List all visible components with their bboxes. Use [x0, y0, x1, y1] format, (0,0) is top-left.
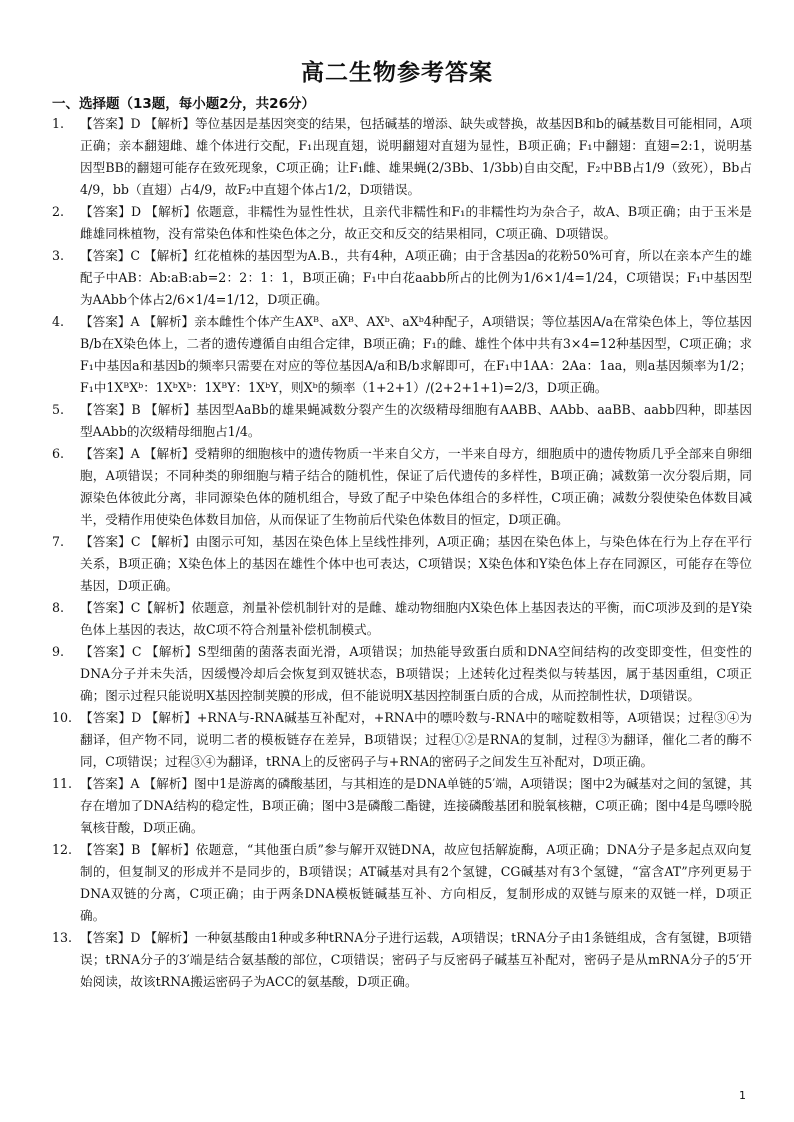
item-text: 【答案】D 【解析】等位基因是基因突变的结果，包括碱基的增添、缺失或替换，故基因B和b的碱基数目可能相同，A项正确；亲本翻翅雌、雄个体进行交配，F₁出现直翅，说明翻翅对直翅为显性，B项正确；F₁中翻翅：直翅=2:1，说明基因型BB的翻翅可能存在致死现象，C项正确；让F₁雌、雄果蝇(2/3Bb、1/3bb)自由交配，F₂中BB占1/9（致死），Bb占4/9，bb（直翅）占4/9，故F₂中直翅个体占1/2，D项错误。	[80, 116, 752, 197]
item-text: 【答案】C【解析】依题意，剂量补偿机制针对的是雌、雄动物细胞内X染色体上基因表达的平衡，而C项涉及到的是Y染色体上基因的表达，故C项不符合剂量补偿机制模式。	[80, 600, 752, 637]
item-text: 【答案】D 【解析】依题意，非糯性为显性性状，且亲代非糯性和F₁的非糯性均为杂合子，故A、B项正确；由于玉米是雌雄同株植物，没有常染色体和性染色体之分，故正交和反交的结果相同，C项正确、D项错误。	[80, 204, 752, 241]
item-text: 【答案】A 【解析】受精卵的细胞核中的遗传物质一半来自父方，一半来自母方，细胞质中的遗传物质几乎全部来自卵细胞，A项错误；不同种类的卵细胞与精子结合的随机性，保证了后代遗传的多样性，B项正确；减数第一次分裂后期，同源染色体彼此分离，非同源染色体的随机组合，导致了配子中染色体组合的多样性，C项正确；减数分裂使染色体数目减半，受精作用使染色体数目加倍，从而保证了生物前后代染色体数目的恒定，D项正确。	[80, 446, 752, 527]
item-text: 【答案】C 【解析】由图示可知，基因在染色体上呈线性排列，A项正确；基因在染色体上，与染色体在行为上存在平行关系，B项正确；X染色体上的基因在雄性个体中也可表达，C项错误；X染色体和Y染色体上存在同源区，可能存在等位基因，D项正确。	[80, 534, 752, 593]
item-number: 6.	[52, 446, 65, 461]
item-number: 11.	[52, 776, 73, 791]
item-number: 1.	[52, 116, 65, 131]
item-text: 【答案】B 【解析】依题意，“其他蛋白质”参与解开双链DNA，故应包括解旋酶，A项正确；DNA分子是多起点双向复制的，但复制叉的形成并不是同步的，B项错误；AT碱基对具有2个氢键，CG碱基对有3个氢键，“富含AT”序列更易于DNA双链的分离，C项正确；由于两条DNA模板链碱基互补、方向相反，复制形成的双链与原来的双链一样，D项正确。	[80, 842, 752, 923]
answer-item	[52, 839, 752, 927]
answer-item	[52, 245, 752, 311]
answer-item	[52, 773, 752, 839]
section-heading: 一、选择题（13题，每小题2分，共26分）	[52, 96, 315, 112]
answer-item	[52, 531, 752, 597]
item-number: 13.	[52, 930, 73, 945]
item-text: 【答案】A 【解析】图中1是游离的磷酸基团，与其相连的是DNA单链的5′端，A项错误；图中2为碱基对之间的氢键，其存在增加了DNA结构的稳定性，B项正确；图中3是磷酸二酯键，连接磷酸基团和脱氧核糖，C项正确；图中4是鸟嘌呤脱氧核苷酸，D项正确。	[80, 776, 752, 835]
item-text: 【答案】B 【解析】基因型AaBb的雄果蝇减数分裂产生的次级精母细胞有AABB、AAbb、aaBB、aabb四种，即基因型AAbb的次级精母细胞占1/4。	[80, 402, 752, 439]
answer-item	[52, 201, 752, 245]
page-title: 高二生物参考答案	[301, 60, 493, 86]
item-number: 8.	[52, 600, 65, 615]
answer-item	[52, 927, 752, 993]
answer-item	[52, 707, 752, 773]
answer-list	[52, 113, 752, 993]
item-number: 12.	[52, 842, 73, 857]
answer-item	[52, 399, 752, 443]
item-number: 7.	[52, 534, 65, 549]
item-number: 9.	[52, 644, 65, 659]
item-text: 【答案】C 【解析】红花植株的基因型为A.B.，共有4种，A项正确；由于含基因a的花粉50%可育，所以在亲本产生的雄配子中AB：Ab:aB:ab=2：2：1：1，B项正确；F₁中白花aabb所占的比例为1/6×1/4=1/24，C项错误；F₁中基因型为AAbb个体占2/6×1/4=1/12，D项正确。	[80, 248, 752, 307]
answer-item	[52, 597, 752, 641]
answer-item	[52, 641, 752, 707]
item-number: 3.	[52, 248, 65, 263]
item-text: 【答案】D 【解析】+RNA与-RNA碱基互补配对，+RNA中的嘌呤数与-RNA中的嘧啶数相等，A项错误；过程③④为翻译，但产物不同，说明二者的模板链存在差异，B项错误；过程①②是RNA的复制，过程③为翻译，催化二者的酶不同，C项错误；过程③④为翻译，tRNA上的反密码子与+RNA的密码子之间发生互补配对，D项正确。	[80, 710, 752, 769]
item-text: 【答案】C 【解析】S型细菌的菌落表面光滑，A项错误；加热能导致蛋白质和DNA空间结构的改变即变性，但变性的DNA分子并未失活，因缓慢冷却后会恢复到双链状态，B项错误；上述转化过程类似与转基因，属于基因重组，C项正确；图示过程只能说明X基因控制荚膜的形成，但不能说明X基因控制蛋白质的合成，从而控制性状，D项错误。	[80, 644, 752, 703]
item-number: 5.	[52, 402, 65, 417]
item-text: 【答案】A 【解析】亲本雌性个体产生AXᴮ、aXᴮ、AXᵇ、aXᵇ4种配子，A项错误；等位基因A/a在常染色体上，等位基因B/b在X染色体上，二者的遗传遵循自由组合定律，B项正确；F₁的雌、雄性个体中共有3×4=12种基因型，C项正确；求F₁中基因a和基因b的频率只需要在对应的等位基因A/a和B/b求解即可，在F₁中1AA：2Aa：1aa，则a基因频率为1/2；F₁中1XᴮXᵇ：1XᵇXᵇ：1XᴮY：1XᵇY，则Xᵇ的频率（1+2+1）/(2+2+1+1)=2/3，D项正确。	[80, 314, 752, 395]
item-number: 2.	[52, 204, 65, 219]
answer-item	[52, 311, 752, 399]
answer-item	[52, 113, 752, 201]
page-number: 1	[739, 1089, 746, 1102]
item-number: 4.	[52, 314, 65, 329]
item-number: 10.	[52, 710, 73, 725]
item-text: 【答案】D 【解析】一种氨基酸由1种或多种tRNA分子进行运载，A项错误；tRNA分子由1条链组成，含有氢键，B项错误；tRNA分子的3′端是结合氨基酸的部位，C项错误；密码子与反密码子碱基互补配对，密码子是从mRNA分子的5′开始阅读，故该tRNA搬运密码子为ACC的氨基酸，D项正确。	[80, 930, 752, 989]
answer-item	[52, 443, 752, 531]
